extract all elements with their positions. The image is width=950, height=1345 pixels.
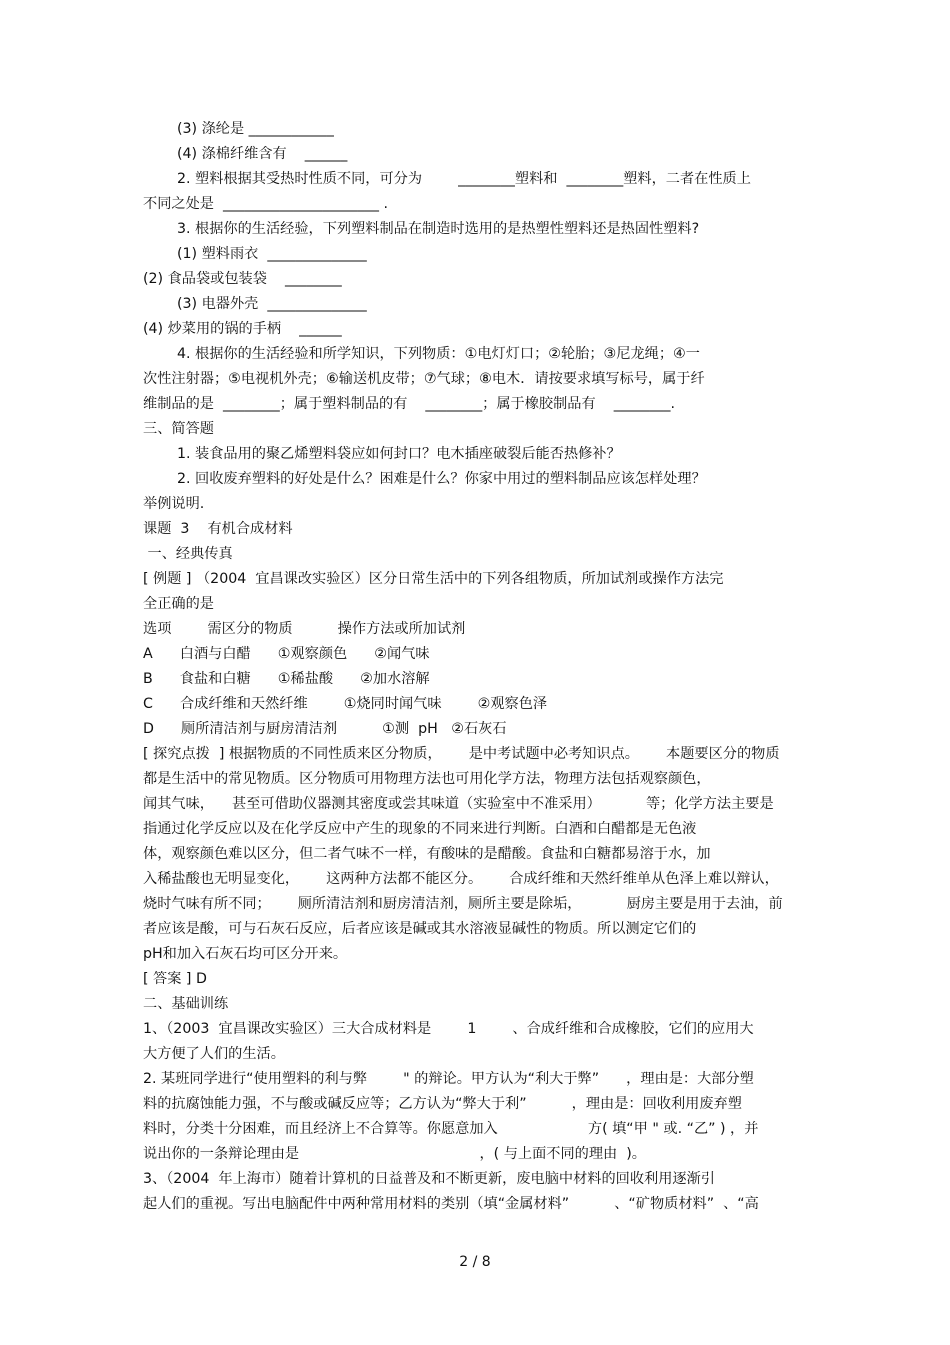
question-line: (4) 涤棉纤维含有 ______ — [177, 146, 348, 162]
question-line: 不同之处是 ______________________ . — [143, 196, 389, 212]
explanation-line: 体，观察颜色难以区分，但二者气味不一样，有酸味的是醋酸。食盐和白糖都易溶于水，加 — [143, 846, 711, 862]
page-number: 2 / 8 — [459, 1254, 491, 1270]
section-heading: 一、经典传真 — [143, 546, 233, 562]
section-heading: 三、简答题 — [143, 421, 214, 437]
topic-title: 课题 3 有机合成材料 — [143, 521, 293, 537]
question-line: (3) 涤纶是 ____________ — [177, 121, 334, 137]
option-row: B 食盐和白糖 ①稀盐酸 ②加水溶解 — [143, 671, 430, 687]
question-line: 2. 回收废弃塑料的好处是什么？困难是什么？你家中用过的塑料制品应该怎样处理？ — [177, 471, 706, 487]
question-line: 3. 根据你的生活经验，下列塑料制品在制造时选用的是热塑性塑料还是热固性塑料? — [177, 221, 700, 237]
answer-line: [ 答案 ] D — [143, 971, 207, 987]
explanation-line: [ 探究点拨 ] 根据物质的不同性质来区分物质， 是中考试题中必考知识点。 本题要区分的物质 — [143, 746, 780, 762]
example-line: 全正确的是 — [143, 596, 214, 612]
question-line: 3、（2004 年上海市）随着计算机的日益普及和不断更新，废电脑中材料的回收利用逐渐引 — [143, 1171, 715, 1187]
question-line: 料时，分类十分困难，而且经济上不合算等。你愿意加入 方( 填“甲 " 或. “乙” ) ，并 — [143, 1121, 759, 1137]
question-line: 4. 根据你的生活经验和所学知识，下列物质：①电灯灯口；②轮胎；③尼龙绳；④一 — [177, 346, 700, 362]
question-line: 2. 某班同学进行“使用塑料的利与弊 " 的辩论。甲方认为“利大于弊” ，理由是：大部分塑 — [143, 1071, 754, 1087]
option-row: A 白酒与白醋 ①观察颜色 ②闻气味 — [143, 646, 430, 662]
question-line: (3) 电器外壳 ______________ — [177, 296, 367, 312]
explanation-line: 烧时气味有所不同； 厕所清洁剂和厨房清洁剂，厕所主要是除垢， 厨房主要是用于去油，前 — [143, 896, 783, 912]
example-line: [ 例题 ] （2004 宜昌课改实验区）区分日常生活中的下列各组物质，所加试剂或操作方法完 — [143, 571, 724, 587]
question-line: 料的抗腐蚀能力强，不与酸或碱反应等；乙方认为“弊大于利” ，理由是：回收利用废弃塑 — [143, 1096, 742, 1112]
question-line: (4) 炒菜用的锅的手柄 ______ — [143, 321, 342, 337]
question-line: 维制品的是 ________；属于塑料制品的有 ________；属于橡胶制品有 ________. — [143, 396, 675, 412]
explanation-line: 指通过化学反应以及在化学反应中产生的现象的不同来进行判断。白酒和白醋都是无色液 — [143, 821, 697, 837]
question-line: (1) 塑料雨衣 ______________ — [177, 246, 367, 262]
section-heading: 二、基础训练 — [143, 996, 229, 1012]
explanation-line: 入稀盐酸也无明显变化， 这两种方法都不能区分。 合成纤维和天然纤维单从色泽上难以辩认， — [143, 871, 779, 887]
question-line: 1. 装食品用的聚乙烯塑料袋应如何封口？电木插座破裂后能否热修补？ — [177, 446, 621, 462]
option-row: C 合成纤维和天然纤维 ①烧同时闻气味 ②观察色泽 — [143, 696, 548, 712]
option-row: D 厕所清洁剂与厨房清洁剂 ①测 pH ②石灰石 — [143, 721, 507, 737]
question-line: 说出你的一条辩论理由是 ，( 与上面不同的理由 )。 — [143, 1146, 646, 1162]
question-line: (2) 食品袋或包装袋 ________ — [143, 271, 342, 287]
option-table-header: 选项 需区分的物质 操作方法或所加试剂 — [143, 621, 466, 637]
question-line: 2. 塑料根据其受热时性质不同，可分为 ________塑料和 ________塑料，二者在性质上 — [177, 171, 751, 187]
question-line: 大方便了人们的生活。 — [143, 1046, 285, 1062]
question-line: 起人们的重视。写出电脑配件中两种常用材料的类别（填“金属材料” 、“矿物质材料” 、“高 — [143, 1196, 759, 1212]
explanation-line: 闻其气味， 甚至可借助仪器测其密度或尝其味道（实验室中不准采用） 等；化学方法主要是 — [143, 796, 774, 812]
question-line: 1、（2003 宜昌课改实验区）三大合成材料是 1 、合成纤维和合成橡胶，它们的应用大 — [143, 1021, 754, 1037]
question-line: 次性注射器；⑤电视机外壳；⑥输送机皮带；⑦气球；⑧电木．请按要求填写标号，属于纤 — [143, 371, 705, 387]
explanation-line: 都是生活中的常见物质。区分物质可用物理方法也可用化学方法，物理方法包括观察颜色， — [143, 771, 711, 787]
explanation-line: pH和加入石灰石均可区分开来。 — [143, 946, 348, 962]
explanation-line: 者应该是酸，可与石灰石反应，后者应该是碱或其水溶液显碱性的物质。所以测定它们的 — [143, 921, 697, 937]
question-line: 举例说明. — [143, 496, 205, 512]
